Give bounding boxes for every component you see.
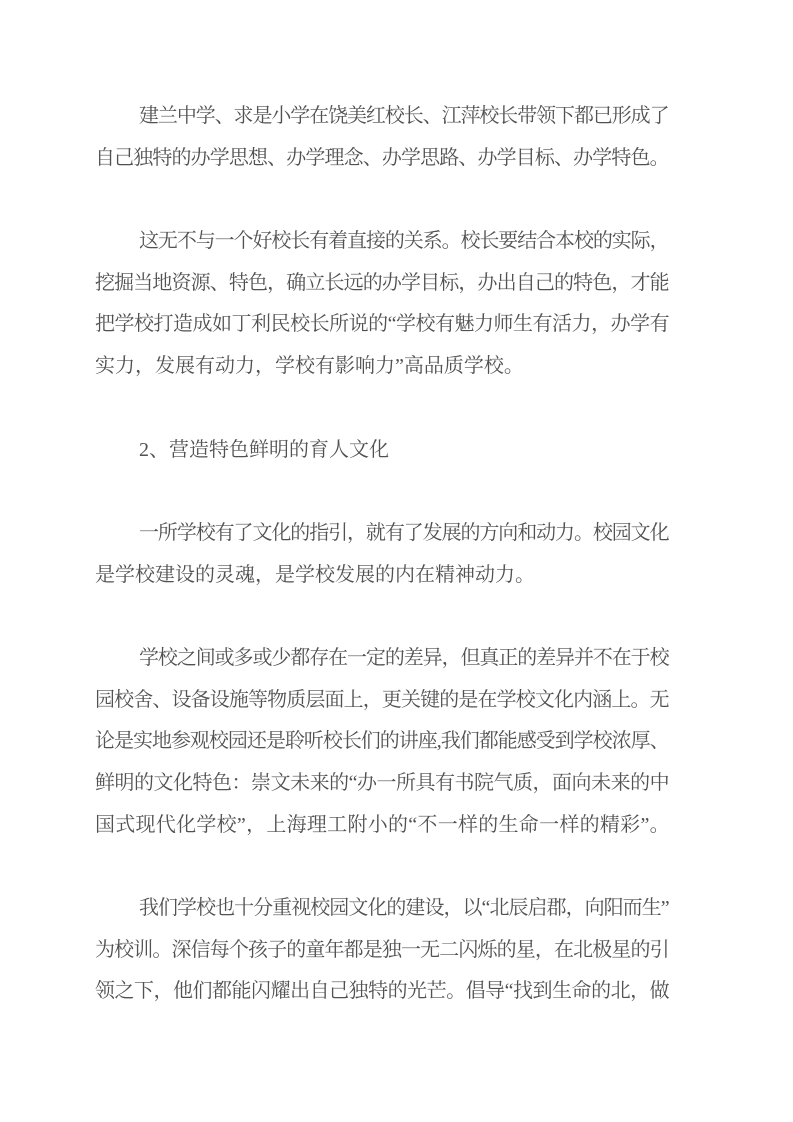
section-heading: [95, 430, 667, 472]
heading-text-line: 2、营造特色鲜明的育人文化: [139, 438, 389, 461]
text-line: 国式现代化学校”，上海理工附小的“不一样的生命一样的精彩”。: [95, 813, 667, 836]
paragraph: [95, 513, 667, 596]
paragraph: [95, 888, 667, 1013]
text-line: 学校之间或多或少都存在一定的差异，但真正的差异并不在于校: [139, 646, 667, 669]
paragraph: [95, 221, 667, 388]
text-line: 鲜明的文化特色：崇文未来的“办一所具有书院气质，面向未来的中: [95, 772, 667, 794]
document-body: [95, 96, 667, 1013]
text-line: 这无不与一个好校长有着直接的关系。校长要结合本校的实际，: [139, 230, 667, 253]
paragraph: [95, 96, 667, 179]
text-line: 挖掘当地资源、特色，确立长远的办学目标，办出自己的特色，才能: [95, 271, 667, 294]
text-line: 论是实地参观校园还是聆听校长们的讲座,我们都能感受到学校浓厚、: [95, 730, 667, 753]
text-line: 是学校建设的灵魂，是学校发展的内在精神动力。: [95, 563, 535, 586]
text-line: 实力，发展有动力，学校有影响力”高品质学校。: [95, 355, 524, 378]
text-line: 为校训。深信每个孩子的童年都是独一无二闪烁的星，在北极星的引: [95, 938, 667, 961]
paragraph: [95, 638, 667, 846]
text-line: 自己独特的办学思想、办学理念、办学思路、办学目标、办学特色。: [95, 146, 667, 169]
text-line: 建兰中学、求是小学在饶美红校长、江萍校长带领下都已形成了: [139, 105, 667, 127]
text-line: 一所学校有了文化的指引，就有了发展的方向和动力。校园文化: [139, 521, 667, 544]
text-line: 领之下，他们都能闪耀出自己独特的光芒。倡导“找到生命的北，做: [95, 980, 667, 1003]
text-line: 把学校打造成如丁利民校长所说的“学校有魅力师生有活力，办学有: [95, 313, 667, 336]
text-line: 园校舍、设备设施等物质层面上，更关键的是在学校文化内涵上。无: [95, 688, 667, 711]
text-line: 我们学校也十分重视校园文化的建设，以“北辰启郡，向阳而生”: [139, 897, 667, 920]
